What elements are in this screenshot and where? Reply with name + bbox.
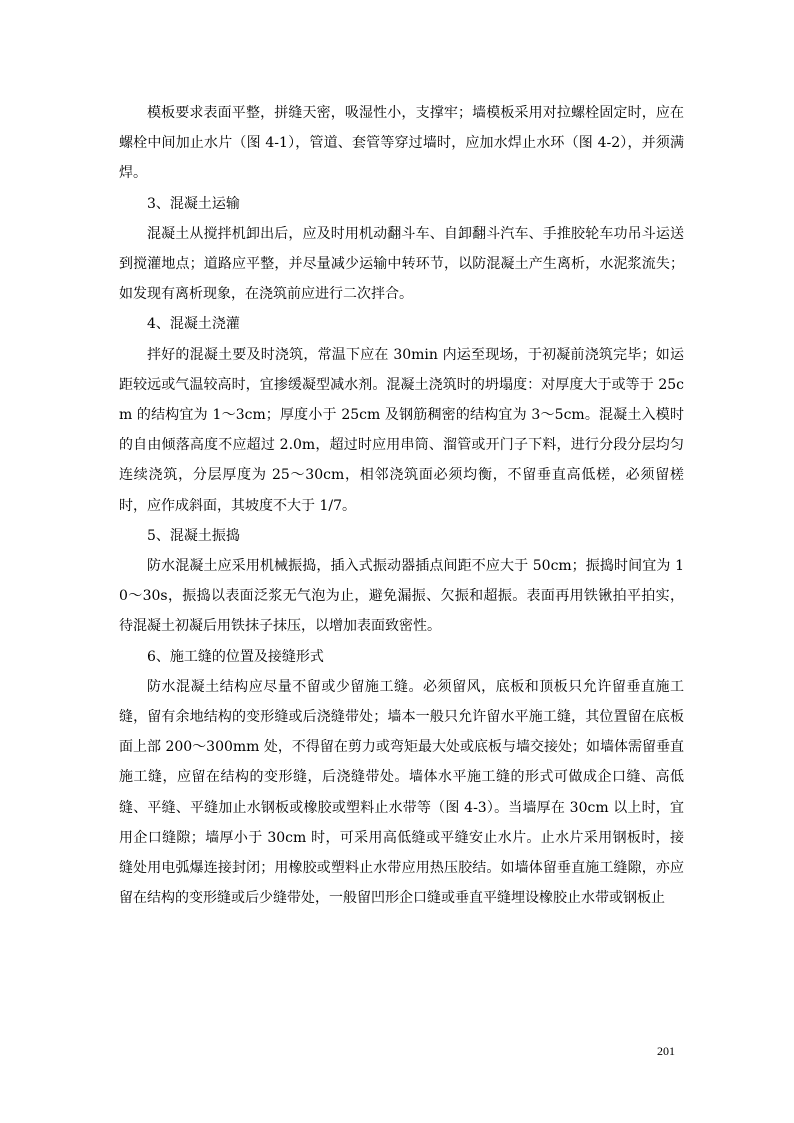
section-heading-concrete-vibrating: 5、混凝土振捣 (147, 527, 240, 544)
section-heading-concrete-transport: 3、混凝土运输 (147, 195, 240, 212)
paragraph-concrete-transport: 混凝土从搅拌机卸出后，应及时用机动翻斗车、自卸翻斗汽车、手推胶轮车功吊斗运送到搅灌地点；道路应平整，并尽量减少运输中转环节，以防混凝土产生离析，水泥浆流失；如发现有离析现象，在浇筑前应进行二次拌合。 (119, 225, 684, 303)
paragraph-concrete-vibrating: 防水混凝土应采用机械振捣，插入式振动器插点间距不应大于 50cm；振捣时间宜为 10～30s，振捣以表面泛浆无气泡为止，避免漏振、欠振和超振。表面再用铁锹拍平拍实，待混凝土初凝后用铁抹子抹压，以增加表面致密性。 (119, 558, 684, 635)
paragraph-construction-joints: 防水混凝土结构应尽量不留或少留施工缝。必须留风，底板和顶板只允许留垂直施工缝，留有余地结构的变形缝或后浇缝带处；墙本一般只允许留水平施工缝，其位置留在底板面上部 200～300mm 处，不得留在剪力或弯矩最大处或底板与墙交接处；如墙体需留垂直施工缝，应留在结构的变形缝，后浇缝带处。墙体水平施工缝的形式可做成企口缝、高低缝、平缝、平缝加止水钢板或橡胶或塑料止水带等（图 4-3）。当墙厚在 30cm 以上时，宜用企口缝隙；墙厚小于 30cm 时，可采用高低缝或平缝安止水片。止水片采用钢板时，接缝处用电弧爆连接封闭；用橡胶或塑料止水带应用热压胶结。如墙体留垂直施工缝隙，亦应留在结构的变形缝或后少缝带处，一般留凹形企口缝或垂直平缝埋设橡胶止水带或钢板止 (119, 678, 684, 907)
paragraph-formwork: 模板要求表面平整，拼缝天密，吸湿性小，支撑牢；墙模板采用对拉螺栓固定时，应在螺栓中间加止水片（图 4-1），管道、套管等穿过墙时，应加水焊止水环（图 4-2），并须满焊。 (119, 105, 684, 182)
section-heading-construction-joints: 6、施工缝的位置及接缝形式 (147, 648, 324, 665)
document-body (119, 98, 684, 913)
page-number: 201 (657, 1044, 675, 1058)
section-heading-concrete-pouring: 4、混凝土浇灌 (147, 316, 240, 333)
paragraph-concrete-pouring: 拌好的混凝土要及时浇筑，常温下应在 30min 内运至现场，于初凝前浇筑完毕；如运距较远或气温较高时，宜掺缓凝型减水剂。混凝土浇筑时的坍塌度：对厚度大于或等于 25cm 的结构宜为 1～3cm；厚度小于 25cm 及钢筋稠密的结构宜为 3～5cm。混凝土入模时的自由倾落高度不应超过 2.0m，超过时应用串筒、溜管或开门子下料，进行分段分层均匀连续浇筑，分层厚度为 25～30cm，相邻浇筑面必须均衡，不留垂直高低槎，必须留槎时，应作成斜面，其坡度不大于 1/7。 (119, 346, 684, 514)
